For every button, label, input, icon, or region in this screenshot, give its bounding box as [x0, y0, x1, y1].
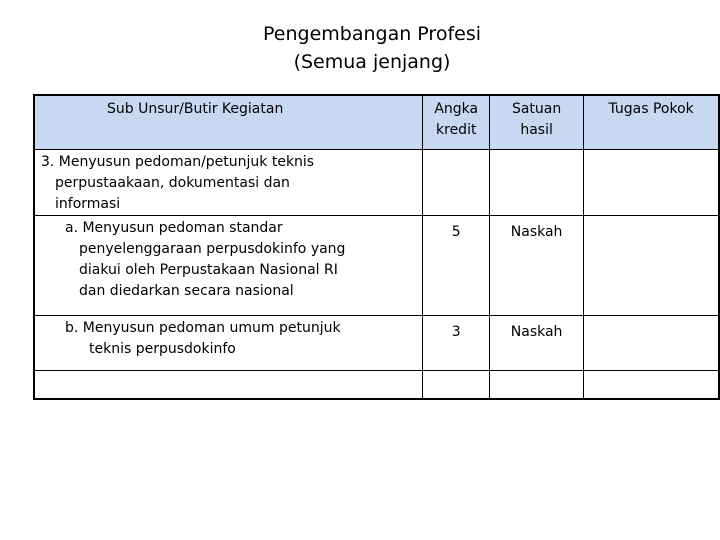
activity-line-1: b. Menyusun pedoman umum petunjuk [65, 320, 341, 336]
page-subtitle: (Semua jenjang) [293, 51, 451, 73]
table-row-section [34, 150, 719, 216]
section-line-1: 3. Menyusun pedoman/petunjuk teknis [41, 154, 315, 170]
empty-cell [490, 371, 584, 400]
activity-line-3: diakui oleh Perpustakaan Nasional RI [79, 262, 338, 278]
section-credit-cell [423, 150, 490, 216]
header-tugas-pokok-label: Tugas Pokok [608, 101, 694, 117]
page-title: Pengembangan Profesi [263, 23, 481, 45]
section-line-2: perpustaakaan, dokumentasi dan [55, 175, 290, 191]
activity-cell [34, 316, 423, 371]
header-kredit-label: kredit [436, 122, 477, 138]
activity-line-1: a. Menyusun pedoman standar [65, 220, 283, 236]
table-row [34, 316, 719, 371]
empty-cell [34, 371, 423, 400]
credit-cell: 5 [423, 216, 490, 316]
header-hasil-label: hasil [520, 122, 553, 138]
section-task-cell [584, 150, 719, 216]
task-cell [584, 316, 719, 371]
table-header-row [34, 95, 719, 150]
activity-table [33, 94, 720, 400]
activity-line-2: penyelenggaraan perpusdokinfo yang [79, 241, 346, 257]
section-title [34, 150, 423, 216]
empty-cell [423, 371, 490, 400]
header-sub-unsur-label: Sub Unsur/Butir Kegiatan [107, 101, 284, 117]
activity-line-4: dan diedarkan secara nasional [79, 283, 294, 299]
header-satuan-label: Satuan [511, 101, 562, 117]
credit-cell: 3 [423, 316, 490, 371]
activity-line-2: teknis perpusdokinfo [89, 341, 236, 357]
header-sub-unsur [34, 95, 423, 150]
activity-cell [34, 216, 423, 316]
task-cell [584, 216, 719, 316]
header-satuan-hasil [490, 95, 584, 150]
table-row-empty [34, 371, 719, 400]
section-line-3: informasi [55, 196, 121, 212]
unit-cell: Naskah [490, 316, 584, 371]
header-angka-label: Angka [434, 101, 479, 117]
section-unit-cell [490, 150, 584, 216]
header-tugas-pokok [584, 95, 719, 150]
header-angka-kredit [423, 95, 490, 150]
unit-cell: Naskah [490, 216, 584, 316]
table-row [34, 216, 719, 316]
empty-cell [584, 371, 719, 400]
